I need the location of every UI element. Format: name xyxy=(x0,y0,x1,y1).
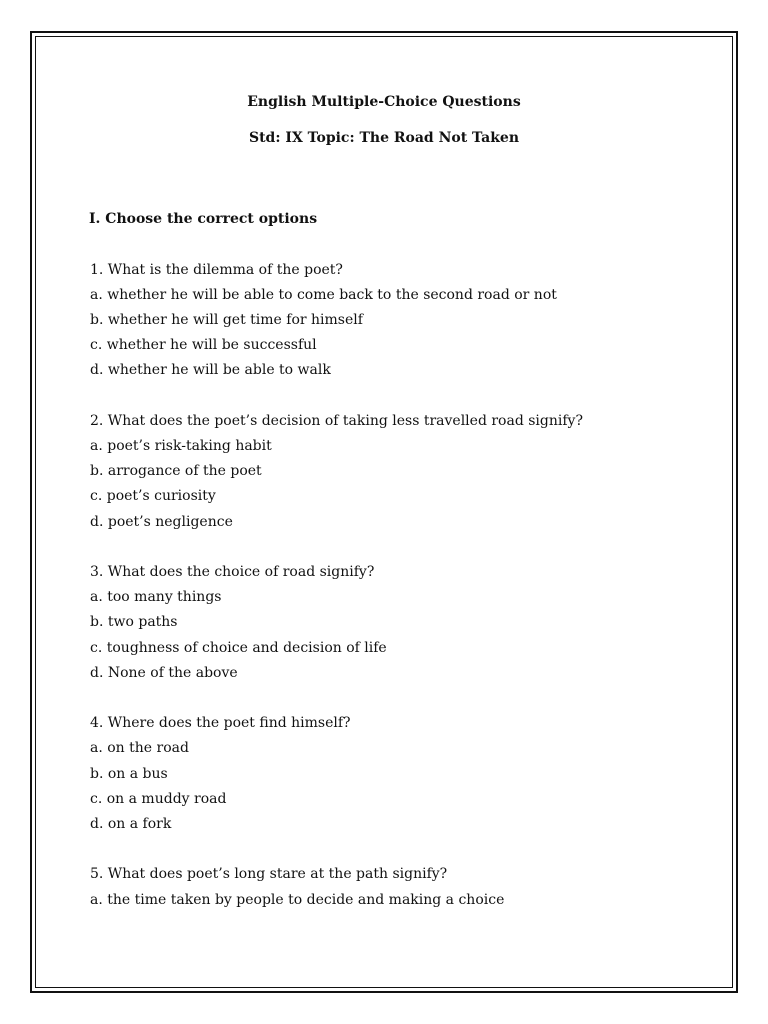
question-3-option-c: c. toughness of choice and decision of life xyxy=(90,640,387,656)
question-4: 4. Where does the poet find himself? xyxy=(90,715,351,731)
question-5: 5. What does poet’s long stare at the path signify? xyxy=(90,866,448,882)
question-4-option-c: c. on a muddy road xyxy=(90,791,227,807)
question-1-option-a: a. whether he will be able to come back to the second road or not xyxy=(90,287,557,303)
question-3: 3. What does the choice of road signify? xyxy=(90,564,375,580)
question-4-option-a: a. on the road xyxy=(90,740,189,756)
question-3-option-a: a. too many things xyxy=(90,589,222,605)
question-4-option-b: b. on a bus xyxy=(90,766,168,782)
question-1: 1. What is the dilemma of the poet? xyxy=(90,262,343,278)
question-2-option-a: a. poet’s risk-taking habit xyxy=(90,438,272,454)
question-1-option-d: d. whether he will be able to walk xyxy=(90,362,331,378)
question-2: 2. What does the poet’s decision of taking less travelled road signify? xyxy=(90,413,583,429)
question-2-option-d: d. poet’s negligence xyxy=(90,514,233,530)
question-2-option-b: b. arrogance of the poet xyxy=(90,463,262,479)
question-3-option-d: d. None of the above xyxy=(90,665,238,681)
question-5-option-a: a. the time taken by people to decide and making a choice xyxy=(90,892,505,908)
question-3-option-b: b. two paths xyxy=(90,614,178,630)
question-1-option-b: b. whether he will get time for himself xyxy=(90,312,363,328)
question-1-option-c: c. whether he will be successful xyxy=(90,337,317,353)
document-subtitle: Std: IX Topic: The Road Not Taken xyxy=(248,130,519,146)
question-4-option-d: d. on a fork xyxy=(90,816,172,832)
document-title: English Multiple-Choice Questions xyxy=(247,94,521,110)
section-heading: I. Choose the correct options xyxy=(89,211,318,227)
question-2-option-c: c. poet’s curiosity xyxy=(90,488,216,504)
